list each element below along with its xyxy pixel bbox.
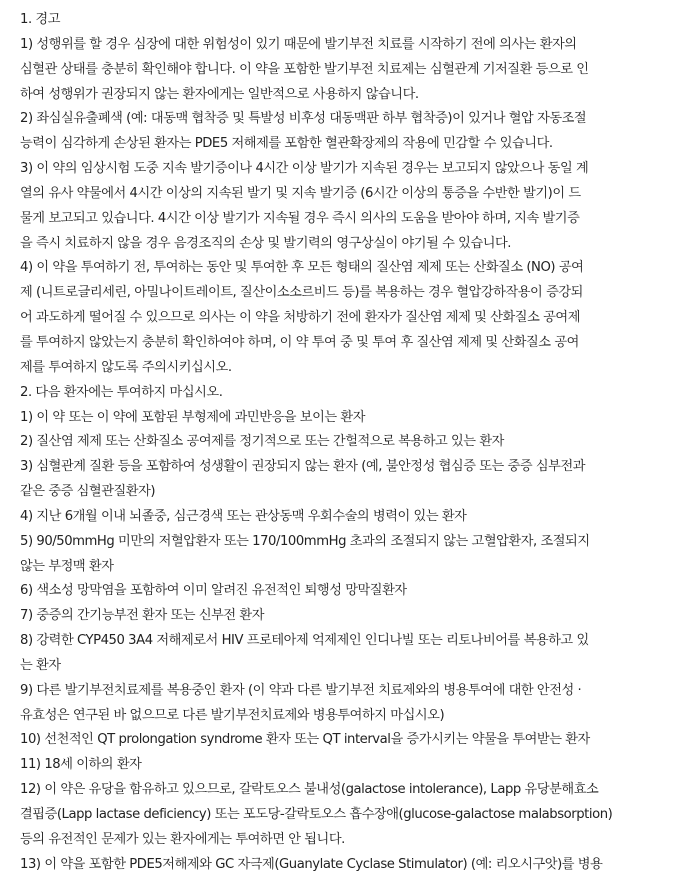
text-line: 않는 부정맥 환자 [20, 558, 114, 574]
text-line: 11) 18세 이하의 환자 [20, 757, 142, 773]
text-line: 1) 성행위를 할 경우 심장에 대한 위험성이 있기 때문에 발기부전 치료를 시작하기 전에 의사는 환자의 [20, 36, 577, 52]
section-heading-warnings: 1. 경고 [20, 12, 61, 27]
text-line: 어 과도하게 떨어질 수 있으므로 의사는 이 약을 처방하기 전에 환자가 질산염 제제 및 산화질소 공여제 [20, 310, 580, 326]
text-line: 13) 이 약을 포함한 PDE5저해제와 GC 자극제(Guanylate Cyclase Stimulator) (예: 리오시구앗)를 병용 [20, 856, 603, 872]
document-text [20, 8, 684, 878]
text-line: 제를 투여하지 않도록 주의시키십시오. [20, 359, 232, 375]
text-line: 1) 이 약 또는 이 약에 포함된 부형제에 과민반응을 보이는 환자 [20, 409, 365, 425]
text-line: 4) 이 약을 투여하기 전, 투여하는 동안 및 투여한 후 모든 형태의 질산염 제제 또는 산화질소 (NO) 공여 [20, 260, 584, 276]
text-line: 3) 심혈관계 질환 등을 포함하여 성생활이 권장되지 않는 환자 (예, 불안정성 협심증 또는 중증 심부전과 [20, 459, 586, 475]
text-line: 2) 질산염 제제 또는 산화질소 공여제를 정기적으로 또는 간헐적으로 복용하고 있는 환자 [20, 434, 504, 450]
text-line: 능력이 심각하게 손상된 환자는 PDE5 저해제를 포함한 혈관확장제의 작용에 민감할 수 있습니다. [20, 136, 553, 152]
text-line: 9) 다른 발기부전치료제를 복용중인 환자 (이 약과 다른 발기부전 치료제와의 병용투여에 대한 안전성 · [20, 682, 582, 698]
text-line: 10) 선천적인 QT prolongation syndrome 환자 또는 QT interval을 증가시키는 약물을 투여받는 환자 [20, 732, 590, 748]
text-line: 열의 유사 약물에서 4시간 이상의 지속된 발기 및 지속 발기증 (6시간 이상의 통증을 수반한 발기)이 드 [20, 185, 581, 201]
text-line: 6) 색소성 망막염을 포함하여 이미 알려진 유전적인 퇴행성 망막질환자 [20, 583, 407, 599]
text-line: 같은 중증 심혈관질환자) [20, 484, 156, 500]
text-line: 결핍증(Lapp lactase deficiency) 또는 포도당-갈락토오스 흡수장애(glucose-galactose malabsorption) [20, 807, 613, 822]
text-line: 2) 좌심실유출폐색 (예: 대동맥 협착증 및 특발성 비후성 대동맥판 하부 협착증)이 있거나 혈압 자동조절 [20, 111, 587, 127]
text-line: 하여 성행위가 권장되지 않는 환자에게는 일반적으로 사용하지 않습니다. [20, 86, 419, 102]
text-line: 5) 90/50mmHg 미만의 저혈압환자 또는 170/100mmHg 초과의 조절되지 않는 고혈압환자, 조절되지 [20, 533, 590, 549]
text-line: 물게 보고되고 있습니다. 4시간 이상 발기가 지속될 경우 즉시 의사의 도움을 받아야 하며, 지속 발기증 [20, 210, 580, 226]
text-line: 를 투여하지 않았는지 충분히 확인하여야 하며, 이 약 투여 중 및 투여 후 질산염 제제 및 산화질소 공여 [20, 334, 579, 350]
text-line: 7) 중증의 간기능부전 환자 또는 신부전 환자 [20, 608, 265, 624]
text-line: 8) 강력한 CYP450 3A4 저해제로서 HIV 프로테아제 억제제인 인디나빌 또는 리토나비어를 복용하고 있 [20, 633, 589, 649]
text-line: 등의 유전적인 문제가 있는 환자에게는 투여하면 안 됩니다. [20, 831, 345, 847]
text-line: 12) 이 약은 유당을 함유하고 있으므로, 갈락토오스 불내성(galactose intolerance), Lapp 유당분해효소 [20, 782, 599, 798]
text-line: 4) 지난 6개월 이내 뇌졸중, 심근경색 또는 관상동맥 우회수술의 병력이 있는 환자 [20, 508, 467, 524]
text-line: 유효성은 연구된 바 없으므로 다른 발기부전치료제와 병용투여하지 마십시오) [20, 707, 445, 723]
text-line: 3) 이 약의 임상시험 도중 지속 발기증이나 4시간 이상 발기가 지속된 경우는 보고되지 않았으나 동일 계 [20, 161, 589, 177]
text-line: 제 (니트로글리세린, 아밀나이트레이트, 질산이소소르비드 등)를 복용하는 경우 혈압강하작용이 증강되 [20, 285, 583, 301]
section-heading-contraindications: 2. 다음 환자에는 투여하지 마십시오. [20, 384, 223, 400]
text-line: 을 즉시 치료하지 않을 경우 음경조직의 손상 및 발기력의 영구상실이 야기될 수 있습니다. [20, 235, 512, 251]
text-line: 심혈관 상태를 충분히 확인해야 합니다. 이 약을 포함한 발기부전 치료제는 심혈관계 기저질환 등으로 인 [20, 61, 589, 77]
text-line: 는 환자 [20, 657, 61, 673]
